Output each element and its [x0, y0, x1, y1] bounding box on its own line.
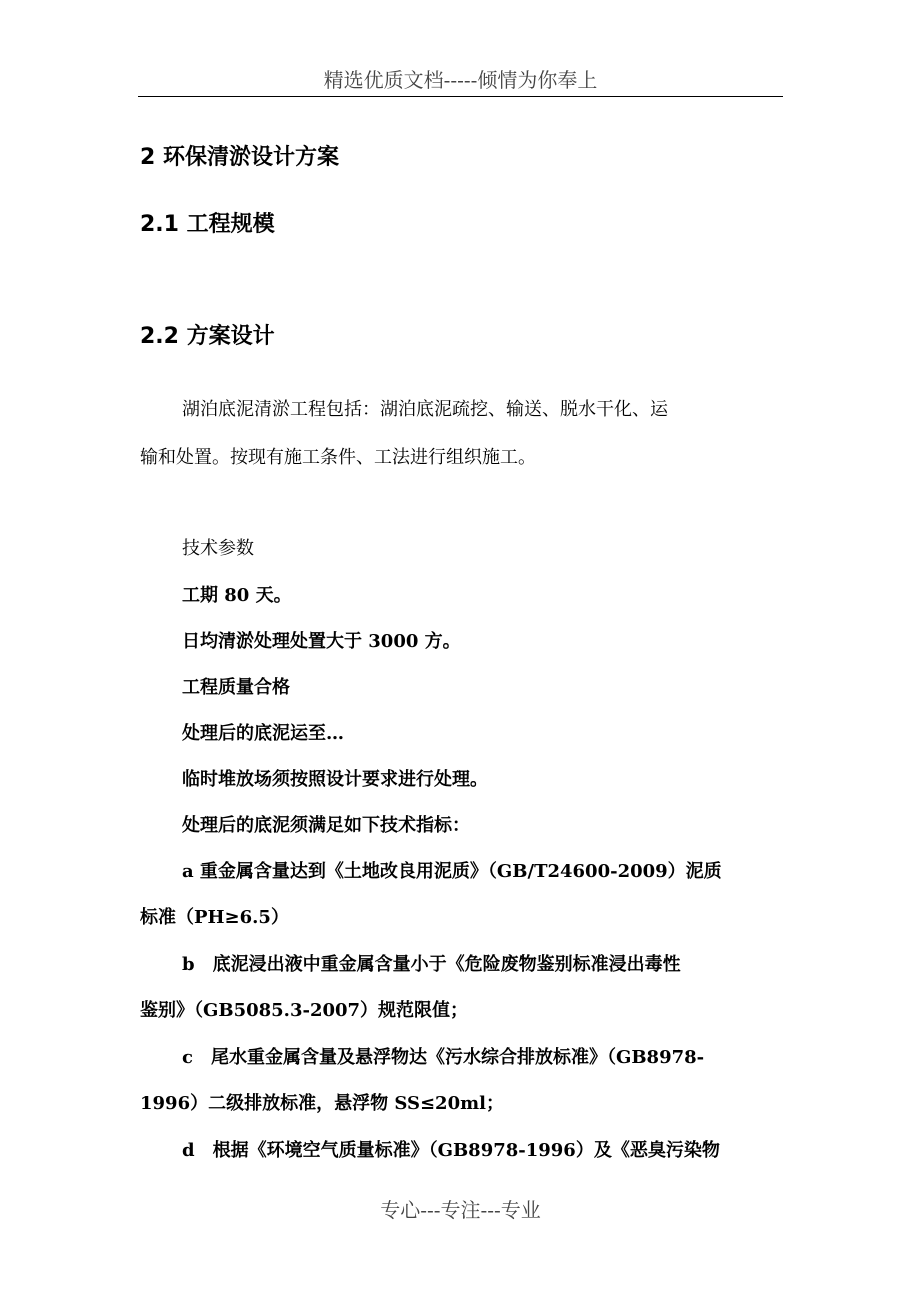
header-divider — [138, 96, 783, 97]
section-heading-2-1: 2.1 工程规模 — [140, 212, 275, 237]
page-footer: 专心---专注---专业 — [380, 1198, 541, 1222]
intro-line-1: 湖泊底泥清淤工程包括：湖泊底泥疏挖、输送、脱水干化、运 — [182, 399, 668, 420]
indicator-b-line-1: b 底泥浸出液中重金属含量小于《危险废物鉴别标准浸出毒性 — [182, 954, 681, 975]
section-heading-2-2: 2.2 方案设计 — [140, 324, 275, 349]
intro-line-2: 输和处置。按现有施工条件、工法进行组织施工。 — [140, 447, 536, 468]
tech-item-indicators: 处理后的底泥须满足如下技术指标： — [182, 815, 470, 836]
page-header: 精选优质文档-----倾情为你奉上 — [323, 68, 598, 92]
section-heading-2: 2 环保清淤设计方案 — [140, 145, 339, 170]
tech-item-daily-volume: 日均清淤处理处置大于 3000 方。 — [182, 631, 461, 652]
indicator-a-line-2: 标准（PH≥6.5） — [140, 907, 289, 928]
indicator-c-line-2: 1996）二级排放标准，悬浮物 SS≤20ml； — [140, 1093, 504, 1114]
indicator-d-line-1: d 根据《环境空气质量标准》（GB8978-1996）及《恶臭污染物 — [182, 1140, 720, 1161]
tech-params-title: 技术参数 — [182, 538, 254, 559]
indicator-a-line-1: a 重金属含量达到《土地改良用泥质》（GB/T24600-2009）泥质 — [182, 861, 722, 882]
tech-item-storage: 临时堆放场须按照设计要求进行处理。 — [182, 769, 488, 790]
indicator-b-line-2: 鉴别》（GB5085.3-2007）规范限值； — [140, 1000, 469, 1021]
tech-item-quality: 工程质量合格 — [182, 677, 290, 698]
indicator-c-line-1: c 尾水重金属含量及悬浮物达《污水综合排放标准》（GB8978- — [182, 1047, 705, 1068]
tech-item-transport: 处理后的底泥运至… — [182, 723, 344, 744]
tech-item-duration: 工期 80 天。 — [182, 585, 292, 606]
